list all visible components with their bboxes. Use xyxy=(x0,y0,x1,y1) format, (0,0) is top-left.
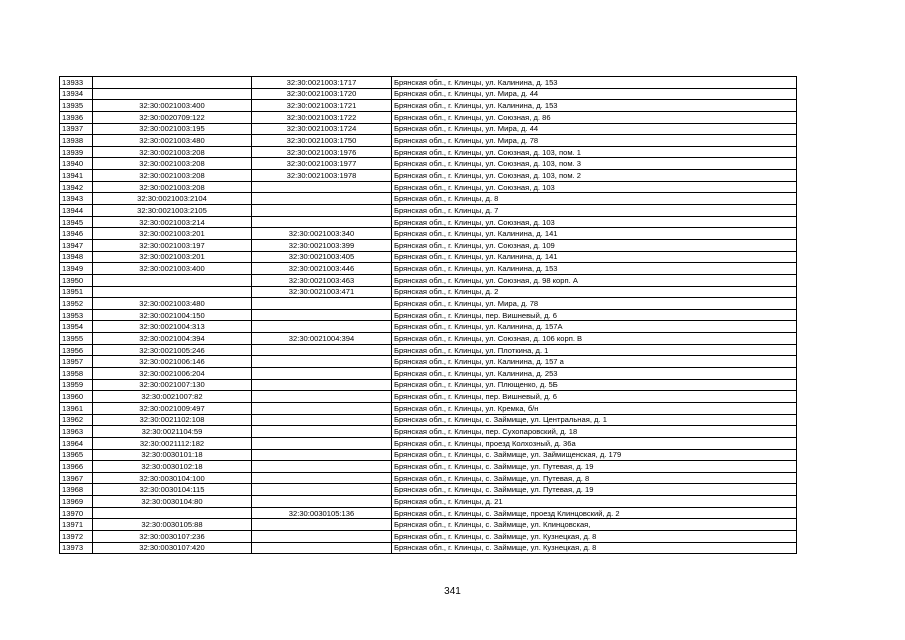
row-number-cell: 13934 xyxy=(60,88,93,100)
building-cadastral-number-cell xyxy=(252,205,392,217)
table-row xyxy=(60,146,797,158)
table-row xyxy=(60,298,797,310)
table-row xyxy=(60,344,797,356)
address-cell: Брянская обл., г. Клинцы, ул. Союзная, д. 103 xyxy=(392,181,797,193)
row-number-cell: 13964 xyxy=(60,437,93,449)
table-row xyxy=(60,170,797,182)
cadastral-number-cell: 32:30:0021104:59 xyxy=(93,426,252,438)
building-cadastral-number-cell xyxy=(252,391,392,403)
cadastral-number-cell xyxy=(93,88,252,100)
table-row xyxy=(60,239,797,251)
row-number-cell: 13941 xyxy=(60,170,93,182)
building-cadastral-number-cell: 32:30:0021003:1978 xyxy=(252,170,392,182)
cadastral-number-cell: 32:30:0021003:197 xyxy=(93,239,252,251)
address-cell: Брянская обл., г. Клинцы, ул. Калинина, д. 157А xyxy=(392,321,797,333)
registry-table-body xyxy=(60,77,797,554)
row-number-cell: 13965 xyxy=(60,449,93,461)
table-row xyxy=(60,437,797,449)
table-row xyxy=(60,205,797,217)
address-cell: Брянская обл., г. Клинцы, ул. Мира, д. 78 xyxy=(392,298,797,310)
row-number-cell: 13946 xyxy=(60,228,93,240)
building-cadastral-number-cell xyxy=(252,181,392,193)
cadastral-number-cell: 32:30:0021003:208 xyxy=(93,170,252,182)
building-cadastral-number-cell xyxy=(252,426,392,438)
cadastral-number-cell: 32:30:0021003:400 xyxy=(93,100,252,112)
page-number: 341 xyxy=(444,586,461,597)
address-cell: Брянская обл., г. Клинцы, ул. Калинина, д. 153 xyxy=(392,77,797,89)
address-cell: Брянская обл., г. Клинцы, с. Займище, проезд Клинцовский, д. 2 xyxy=(392,507,797,519)
table-row xyxy=(60,193,797,205)
row-number-cell: 13968 xyxy=(60,484,93,496)
cadastral-number-cell: 32:30:0021003:480 xyxy=(93,298,252,310)
table-row xyxy=(60,391,797,403)
cadastral-number-cell xyxy=(93,507,252,519)
cadastral-number-cell: 32:30:0021006:204 xyxy=(93,368,252,380)
building-cadastral-number-cell: 32:30:0021003:1977 xyxy=(252,158,392,170)
cadastral-number-cell xyxy=(93,274,252,286)
building-cadastral-number-cell: 32:30:0030105:136 xyxy=(252,507,392,519)
building-cadastral-number-cell: 32:30:0021003:1976 xyxy=(252,146,392,158)
table-row xyxy=(60,181,797,193)
row-number-cell: 13943 xyxy=(60,193,93,205)
row-number-cell: 13966 xyxy=(60,461,93,473)
row-number-cell: 13948 xyxy=(60,251,93,263)
table-row xyxy=(60,263,797,275)
address-cell: Брянская обл., г. Клинцы, ул. Калинина, д. 153 xyxy=(392,100,797,112)
building-cadastral-number-cell xyxy=(252,472,392,484)
row-number-cell: 13935 xyxy=(60,100,93,112)
address-cell: Брянская обл., г. Клинцы, пер. Вишневый, д. 6 xyxy=(392,309,797,321)
row-number-cell: 13967 xyxy=(60,472,93,484)
building-cadastral-number-cell: 32:30:0021003:340 xyxy=(252,228,392,240)
row-number-cell: 13971 xyxy=(60,519,93,531)
table-row xyxy=(60,472,797,484)
row-number-cell: 13942 xyxy=(60,181,93,193)
cadastral-number-cell: 32:30:0021003:208 xyxy=(93,181,252,193)
building-cadastral-number-cell xyxy=(252,542,392,554)
building-cadastral-number-cell xyxy=(252,402,392,414)
row-number-cell: 13961 xyxy=(60,402,93,414)
table-row xyxy=(60,461,797,473)
row-number-cell: 13960 xyxy=(60,391,93,403)
address-cell: Брянская обл., г. Клинцы, д. 8 xyxy=(392,193,797,205)
building-cadastral-number-cell xyxy=(252,216,392,228)
row-number-cell: 13973 xyxy=(60,542,93,554)
cadastral-number-cell: 32:30:0021007:82 xyxy=(93,391,252,403)
address-cell: Брянская обл., г. Клинцы, с. Займище, ул. Кузнецкая, д. 8 xyxy=(392,542,797,554)
row-number-cell: 13959 xyxy=(60,379,93,391)
table-row xyxy=(60,414,797,426)
cadastral-number-cell: 32:30:0021003:201 xyxy=(93,228,252,240)
address-cell: Брянская обл., г. Клинцы, ул. Союзная, д. 103, пом. 1 xyxy=(392,146,797,158)
table-row xyxy=(60,135,797,147)
table-row xyxy=(60,496,797,508)
cadastral-number-cell: 32:30:0030105:88 xyxy=(93,519,252,531)
address-cell: Брянская обл., г. Клинцы, с. Займище, ул. Путевая, д. 19 xyxy=(392,484,797,496)
table-row xyxy=(60,286,797,298)
table-row xyxy=(60,88,797,100)
building-cadastral-number-cell: 32:30:0021003:446 xyxy=(252,263,392,275)
table-row xyxy=(60,402,797,414)
address-cell: Брянская обл., г. Клинцы, с. Займище, ул. Кузнецкая, д. 8 xyxy=(392,530,797,542)
cadastral-number-cell: 32:30:0021003:214 xyxy=(93,216,252,228)
address-cell: Брянская обл., г. Клинцы, ул. Мира, д. 44 xyxy=(392,123,797,135)
cadastral-number-cell: 32:30:0030107:420 xyxy=(93,542,252,554)
cadastral-number-cell: 32:30:0021004:313 xyxy=(93,321,252,333)
cadastral-number-cell: 32:30:0030104:80 xyxy=(93,496,252,508)
row-number-cell: 13933 xyxy=(60,77,93,89)
building-cadastral-number-cell: 32:30:0021003:463 xyxy=(252,274,392,286)
building-cadastral-number-cell: 32:30:0021003:471 xyxy=(252,286,392,298)
table-row xyxy=(60,111,797,123)
address-cell: Брянская обл., г. Клинцы, ул. Плоткина, д. 1 xyxy=(392,344,797,356)
building-cadastral-number-cell: 32:30:0021003:1724 xyxy=(252,123,392,135)
cadastral-number-cell: 32:30:0021112:182 xyxy=(93,437,252,449)
cadastral-number-cell: 32:30:0021007:130 xyxy=(93,379,252,391)
table-row xyxy=(60,321,797,333)
cadastral-number-cell: 32:30:0021102:108 xyxy=(93,414,252,426)
row-number-cell: 13940 xyxy=(60,158,93,170)
table-row xyxy=(60,77,797,89)
address-cell: Брянская обл., г. Клинцы, ул. Калинина, д. 153 xyxy=(392,263,797,275)
address-cell: Брянская обл., г. Клинцы, д. 21 xyxy=(392,496,797,508)
cadastral-number-cell xyxy=(93,77,252,89)
row-number-cell: 13955 xyxy=(60,333,93,345)
building-cadastral-number-cell xyxy=(252,449,392,461)
address-cell: Брянская обл., г. Клинцы, ул. Союзная, д. 106 корп. В xyxy=(392,333,797,345)
building-cadastral-number-cell: 32:30:0021003:405 xyxy=(252,251,392,263)
cadastral-number-cell: 32:30:0021003:195 xyxy=(93,123,252,135)
address-cell: Брянская обл., г. Клинцы, ул. Союзная, д. 103 xyxy=(392,216,797,228)
table-row xyxy=(60,309,797,321)
table-row xyxy=(60,333,797,345)
cadastral-number-cell: 32:30:0021003:2105 xyxy=(93,205,252,217)
address-cell: Брянская обл., г. Клинцы, ул. Калинина, д. 141 xyxy=(392,251,797,263)
row-number-cell: 13952 xyxy=(60,298,93,310)
building-cadastral-number-cell: 32:30:0021003:399 xyxy=(252,239,392,251)
building-cadastral-number-cell xyxy=(252,379,392,391)
cadastral-number-cell: 32:30:0030104:100 xyxy=(93,472,252,484)
building-cadastral-number-cell xyxy=(252,321,392,333)
address-cell: Брянская обл., г. Клинцы, д. 7 xyxy=(392,205,797,217)
table-row xyxy=(60,356,797,368)
address-cell: Брянская обл., г. Клинцы, д. 2 xyxy=(392,286,797,298)
address-cell: Брянская обл., г. Клинцы, ул. Калинина, д. 253 xyxy=(392,368,797,380)
address-cell: Брянская обл., г. Клинцы, пер. Сухопаровский, д. 18 xyxy=(392,426,797,438)
address-cell: Брянская обл., г. Клинцы, с. Займище, ул. Центральная, д. 1 xyxy=(392,414,797,426)
cadastral-number-cell: 32:30:0030102:18 xyxy=(93,461,252,473)
table-row xyxy=(60,449,797,461)
row-number-cell: 13962 xyxy=(60,414,93,426)
address-cell: Брянская обл., г. Клинцы, с. Займище, ул. Путевая, д. 8 xyxy=(392,472,797,484)
row-number-cell: 13954 xyxy=(60,321,93,333)
address-cell: Брянская обл., г. Клинцы, ул. Мира, д. 78 xyxy=(392,135,797,147)
table-row xyxy=(60,123,797,135)
row-number-cell: 13956 xyxy=(60,344,93,356)
cadastral-number-cell: 32:30:0021004:394 xyxy=(93,333,252,345)
cadastral-number-cell: 32:30:0021006:146 xyxy=(93,356,252,368)
cadastral-number-cell: 32:30:0020709:122 xyxy=(93,111,252,123)
table-row xyxy=(60,100,797,112)
address-cell: Брянская обл., г. Клинцы, ул. Плющенко, д. 5Б xyxy=(392,379,797,391)
row-number-cell: 13947 xyxy=(60,239,93,251)
cadastral-number-cell: 32:30:0021003:208 xyxy=(93,146,252,158)
row-number-cell: 13936 xyxy=(60,111,93,123)
table-row xyxy=(60,484,797,496)
building-cadastral-number-cell xyxy=(252,356,392,368)
address-cell: Брянская обл., г. Клинцы, ул. Кремка, б/н xyxy=(392,402,797,414)
table-row xyxy=(60,158,797,170)
building-cadastral-number-cell: 32:30:0021003:1720 xyxy=(252,88,392,100)
table-row xyxy=(60,368,797,380)
cadastral-number-cell: 32:30:0021003:480 xyxy=(93,135,252,147)
row-number-cell: 13950 xyxy=(60,274,93,286)
address-cell: Брянская обл., г. Клинцы, ул. Союзная, д. 103, пом. 3 xyxy=(392,158,797,170)
address-cell: Брянская обл., г. Клинцы, ул. Союзная, д. 103, пом. 2 xyxy=(392,170,797,182)
table-row xyxy=(60,228,797,240)
table-row xyxy=(60,379,797,391)
building-cadastral-number-cell xyxy=(252,461,392,473)
building-cadastral-number-cell xyxy=(252,344,392,356)
building-cadastral-number-cell: 32:30:0021003:1750 xyxy=(252,135,392,147)
table-row xyxy=(60,530,797,542)
address-cell: Брянская обл., г. Клинцы, с. Займище, ул. Займищенская, д. 179 xyxy=(392,449,797,461)
row-number-cell: 13949 xyxy=(60,263,93,275)
address-cell: Брянская обл., г. Клинцы, ул. Союзная, д. 86 xyxy=(392,111,797,123)
table-row xyxy=(60,507,797,519)
row-number-cell: 13944 xyxy=(60,205,93,217)
table-row xyxy=(60,216,797,228)
cadastral-number-cell: 32:30:0021005:246 xyxy=(93,344,252,356)
cadastral-number-cell: 32:30:0021003:201 xyxy=(93,251,252,263)
cadastral-number-cell: 32:30:0021003:208 xyxy=(93,158,252,170)
building-cadastral-number-cell xyxy=(252,530,392,542)
building-cadastral-number-cell: 32:30:0021004:394 xyxy=(252,333,392,345)
address-cell: Брянская обл., г. Клинцы, ул. Союзная, д. 109 xyxy=(392,239,797,251)
building-cadastral-number-cell xyxy=(252,309,392,321)
cadastral-number-cell: 32:30:0030104:115 xyxy=(93,484,252,496)
address-cell: Брянская обл., г. Клинцы, с. Займище, ул. Путевая, д. 19 xyxy=(392,461,797,473)
row-number-cell: 13972 xyxy=(60,530,93,542)
building-cadastral-number-cell xyxy=(252,437,392,449)
building-cadastral-number-cell: 32:30:0021003:1717 xyxy=(252,77,392,89)
table-row xyxy=(60,519,797,531)
building-cadastral-number-cell xyxy=(252,368,392,380)
address-cell: Брянская обл., г. Клинцы, с. Займище, ул. Клинцовская, xyxy=(392,519,797,531)
building-cadastral-number-cell: 32:30:0021003:1722 xyxy=(252,111,392,123)
building-cadastral-number-cell xyxy=(252,484,392,496)
row-number-cell: 13938 xyxy=(60,135,93,147)
table-row xyxy=(60,251,797,263)
row-number-cell: 13963 xyxy=(60,426,93,438)
row-number-cell: 13958 xyxy=(60,368,93,380)
building-cadastral-number-cell xyxy=(252,496,392,508)
cadastral-number-cell: 32:30:0021009:497 xyxy=(93,402,252,414)
building-cadastral-number-cell: 32:30:0021003:1721 xyxy=(252,100,392,112)
address-cell: Брянская обл., г. Клинцы, ул. Мира, д. 44 xyxy=(392,88,797,100)
row-number-cell: 13939 xyxy=(60,146,93,158)
building-cadastral-number-cell xyxy=(252,519,392,531)
table-row xyxy=(60,542,797,554)
address-cell: Брянская обл., г. Клинцы, проезд Колхозный, д. 36а xyxy=(392,437,797,449)
row-number-cell: 13945 xyxy=(60,216,93,228)
cadastral-number-cell xyxy=(93,286,252,298)
row-number-cell: 13957 xyxy=(60,356,93,368)
table-row xyxy=(60,426,797,438)
address-cell: Брянская обл., г. Клинцы, пер. Вишневый, д. 6 xyxy=(392,391,797,403)
building-cadastral-number-cell xyxy=(252,298,392,310)
row-number-cell: 13951 xyxy=(60,286,93,298)
row-number-cell: 13953 xyxy=(60,309,93,321)
cadastral-number-cell: 32:30:0021003:2104 xyxy=(93,193,252,205)
cadastral-number-cell: 32:30:0030107:236 xyxy=(93,530,252,542)
registry-table xyxy=(59,76,797,554)
row-number-cell: 13970 xyxy=(60,507,93,519)
row-number-cell: 13969 xyxy=(60,496,93,508)
address-cell: Брянская обл., г. Клинцы, ул. Калинина, д. 157 а xyxy=(392,356,797,368)
cadastral-number-cell: 32:30:0030101:18 xyxy=(93,449,252,461)
building-cadastral-number-cell xyxy=(252,414,392,426)
cadastral-number-cell: 32:30:0021004:150 xyxy=(93,309,252,321)
table-row xyxy=(60,274,797,286)
building-cadastral-number-cell xyxy=(252,193,392,205)
address-cell: Брянская обл., г. Клинцы, ул. Союзная, д. 98 корп. А xyxy=(392,274,797,286)
address-cell: Брянская обл., г. Клинцы, ул. Калинина, д. 141 xyxy=(392,228,797,240)
cadastral-number-cell: 32:30:0021003:400 xyxy=(93,263,252,275)
row-number-cell: 13937 xyxy=(60,123,93,135)
